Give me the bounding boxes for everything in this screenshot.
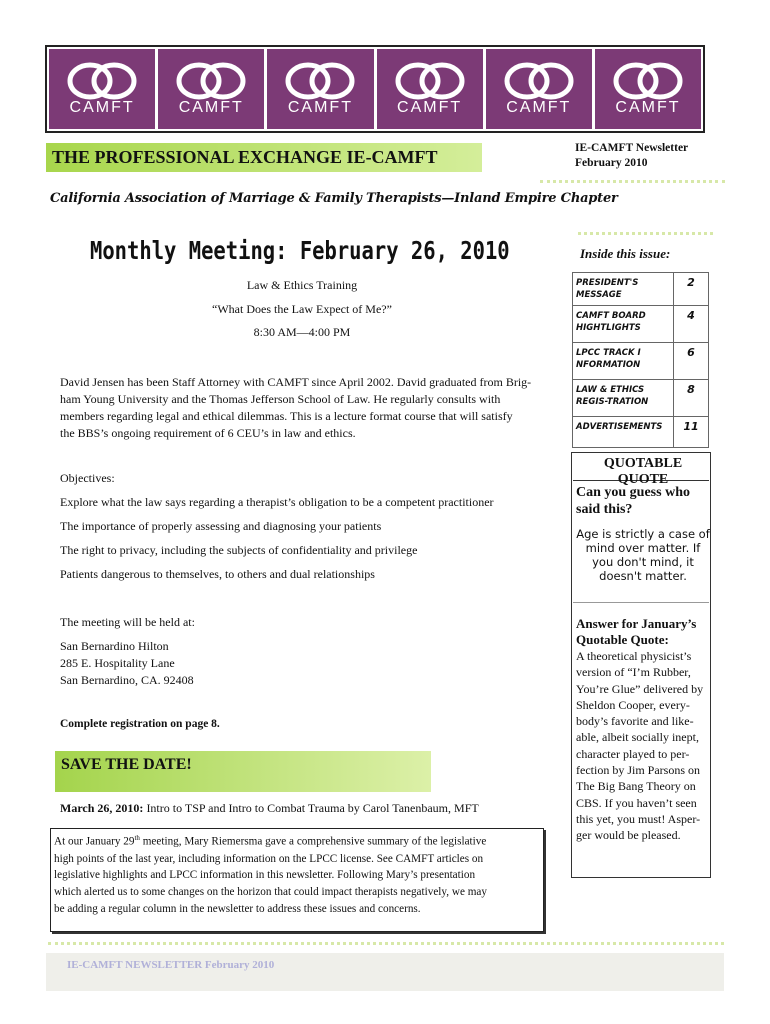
divider <box>578 232 713 235</box>
camft-logo-tile <box>49 49 155 129</box>
venue-address <box>60 638 194 689</box>
objective-item: Explore what the law says regarding a therapist’s obligation to be a competent practitioner <box>60 495 494 509</box>
quote-text: Age is strictly a case of mind over matter. If you don't mind, it doesn't matter. <box>576 527 710 583</box>
meeting-summary-text <box>54 830 540 918</box>
newsletter-title: THE PROFESSIONAL EXCHANGE IE-CAMFT <box>52 147 438 167</box>
camft-logo-tile <box>267 49 373 129</box>
inside-issue-title: Inside this issue: <box>580 246 671 261</box>
answer-line: this yet, you must! Asper- <box>576 811 701 826</box>
toc-page: 8 <box>674 380 709 417</box>
issue-date: February 2010 <box>575 157 648 169</box>
answer-heading: Answer for January’s Quotable Quote: <box>576 616 697 647</box>
save-the-date-heading: SAVE THE DATE! <box>61 756 192 773</box>
meeting-subtitle: Law & Ethics Training <box>246 278 358 292</box>
toc-row[interactable] <box>573 417 709 448</box>
divider <box>573 602 709 603</box>
bio-line: David Jensen has been Staff Attorney with CAMFT since April 2002. David graduated from Brig- <box>60 375 532 389</box>
issue-info <box>575 141 688 171</box>
bio-line: the BBS’s ongoing requirement of 6 CEU’s in law and ethics. <box>60 426 356 440</box>
footer-text: IE-CAMFT NEWSLETTER February 2010 <box>67 959 275 971</box>
toc-row[interactable] <box>573 343 709 380</box>
meeting-title: Monthly Meeting: February 26, 2010 <box>90 236 510 265</box>
summary-line: high points of the last year, including information on the LPCC license. See CAMFT articles on <box>54 852 484 865</box>
rings-icon <box>64 61 140 101</box>
quote-heading: QUOTABLE QUOTE <box>603 456 683 487</box>
answer-line: body’s favorite and like- <box>576 714 694 729</box>
logo-text: CAMFT <box>69 99 135 116</box>
toc-label: PRESIDENT'S MESSAGE <box>573 273 674 306</box>
event-description: Intro to TSP and Intro to Combat Trauma by Carol Tanenbaum, MFT <box>143 801 479 815</box>
answer-line: character played to per- <box>576 746 690 761</box>
speaker-bio <box>60 374 531 442</box>
table-of-contents <box>572 272 709 448</box>
save-the-date-bar <box>55 751 431 792</box>
answer-line: version of “I’m Rubber, <box>576 665 691 680</box>
toc-label: CAMFT BOARD HIGHTLIGHTS <box>573 306 674 343</box>
summary-line: be adding a regular column in the newsletter to address these issues and concerns. <box>54 902 421 915</box>
objective-item: The importance of properly assessing and diagnosing your patients <box>60 519 382 533</box>
logo-text: CAMFT <box>287 99 353 116</box>
newsletter-title-bar <box>46 143 482 172</box>
logo-text: CAMFT <box>615 99 681 116</box>
save-the-date-event <box>60 800 479 817</box>
bio-line: ham Young University and the Thomas Jefferson School of Law. He regularly consults with <box>60 392 501 406</box>
answer-line: A theoretical physicist’s <box>576 649 692 663</box>
summary-line: At our January 29th meeting, Mary Riemersma gave a comprehensive summary of the legislative <box>54 834 487 848</box>
event-date: March 26, 2010: <box>60 801 144 815</box>
registration-note: Complete registration on page 8. <box>60 718 220 730</box>
page-footer <box>46 953 724 991</box>
toc-label: ADVERTISEMENTS <box>573 417 674 448</box>
answer-line: The Big Bang Theory on <box>576 779 696 794</box>
answer-line: able, albeit socially inept, <box>576 730 699 745</box>
venue-line: San Bernardino, CA. 92408 <box>60 673 194 687</box>
rings-icon <box>173 61 249 101</box>
answer-line: CBS. If you haven’t seen <box>576 795 697 810</box>
toc-page: 2 <box>674 273 709 306</box>
toc-row[interactable] <box>573 273 709 306</box>
answer-line: ger would be pleased. <box>576 828 681 843</box>
rings-icon <box>392 61 468 101</box>
logo-text: CAMFT <box>397 99 463 116</box>
objectives-label: Objectives: <box>60 471 115 485</box>
meeting-time: 8:30 AM—4:00 PM <box>253 325 351 339</box>
logo-text: CAMFT <box>178 99 244 116</box>
answer-line: Sheldon Cooper, every- <box>576 697 690 712</box>
toc-page: 6 <box>674 343 709 380</box>
camft-logo-tile <box>595 49 701 129</box>
newsletter-name: IE-CAMFT Newsletter <box>575 142 689 154</box>
objective-item: Patients dangerous to themselves, to others and dual relationships <box>60 567 375 581</box>
bio-line: members regarding legal and ethical dilemmas. This is a lecture format course that will satisfy <box>60 409 513 423</box>
camft-banner <box>45 45 705 133</box>
toc-page: 4 <box>674 306 709 343</box>
toc-label: LPCC TRACK I NFORMATION <box>573 343 674 380</box>
toc-page: 11 <box>674 417 709 448</box>
rings-icon <box>282 61 358 101</box>
summary-line: legislative highlights and LPCC information in this newsletter. Following Mary’s presentation <box>54 869 476 882</box>
meeting-question: “What Does the Law Expect of Me?” <box>212 302 392 316</box>
camft-logo-tile <box>377 49 483 129</box>
divider <box>540 180 725 183</box>
toc-row[interactable] <box>573 380 709 417</box>
rings-icon <box>610 61 686 101</box>
answer-line: You’re Glue” delivered by <box>576 681 704 696</box>
venue-line: 285 E. Hospitality Lane <box>60 656 175 670</box>
summary-line: which alerted us to some changes on the horizon that could impact therapists negatively, we may <box>54 886 487 899</box>
quote-question: Can you guess who said this? <box>576 485 690 517</box>
camft-logo-tile <box>158 49 264 129</box>
toc-label: LAW & ETHICS REGIS-TRATION <box>573 380 674 417</box>
answer-text <box>576 648 712 844</box>
venue-line: San Bernardino Hilton <box>60 639 169 653</box>
toc-row[interactable] <box>573 306 709 343</box>
venue-label: The meeting will be held at: <box>60 615 195 629</box>
logo-text: CAMFT <box>506 99 572 116</box>
rings-icon <box>501 61 577 101</box>
answer-line: fection by Jim Parsons on <box>576 763 700 778</box>
chapter-name: California Association of Marriage & Family Therapists—Inland Empire Chapter <box>50 191 618 206</box>
divider <box>48 942 724 945</box>
objective-item: The right to privacy, including the subjects of confidentiality and privilege <box>60 543 418 557</box>
camft-logo-tile <box>486 49 592 129</box>
